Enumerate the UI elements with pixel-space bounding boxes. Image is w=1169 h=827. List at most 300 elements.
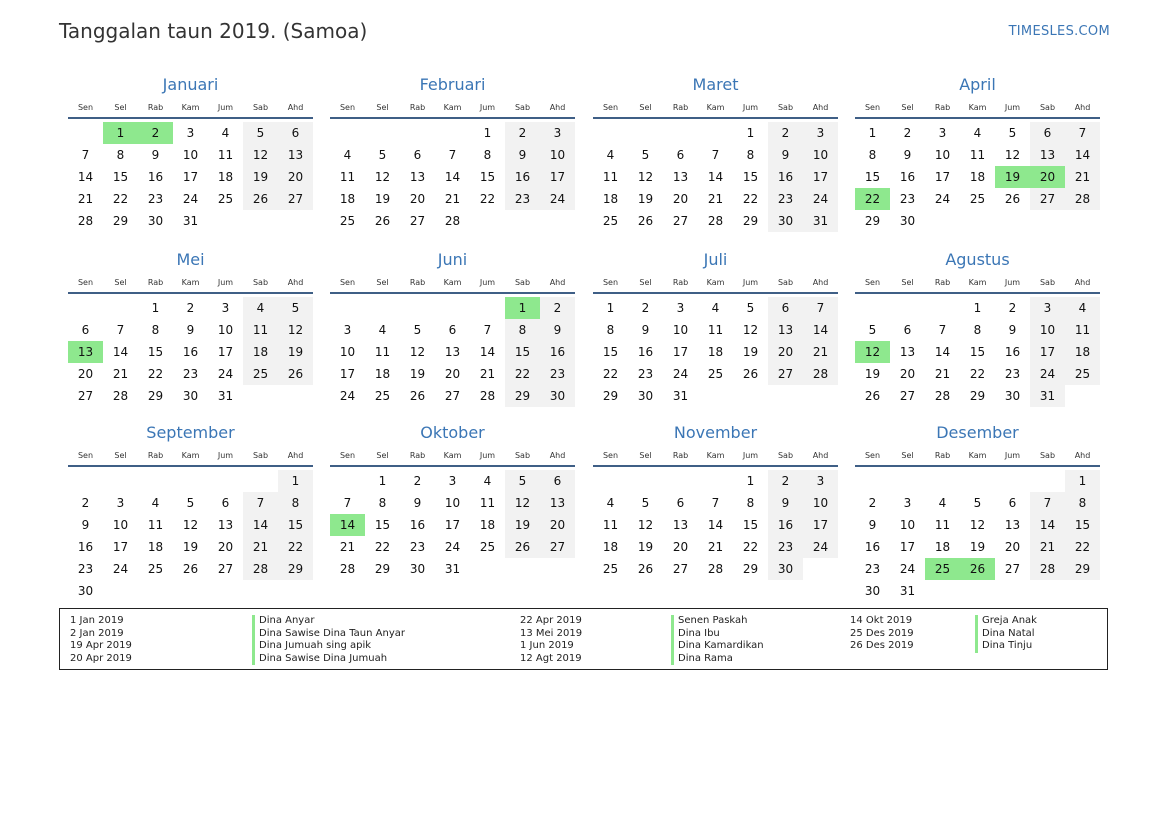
- weekday-label: Sel: [376, 451, 389, 460]
- day-cell: 1: [746, 126, 755, 140]
- month-title: Januari: [162, 75, 219, 94]
- weekday-label: Rab: [934, 451, 951, 460]
- day-cell: 24: [899, 562, 916, 576]
- month-title: Mei: [176, 250, 205, 269]
- empty-cell: [470, 297, 505, 319]
- day-cell: 9: [768, 144, 803, 166]
- day-cell: 22: [969, 367, 986, 381]
- weekday-label: Kam: [968, 278, 987, 287]
- empty-cell: [505, 210, 540, 232]
- day-cell: 16: [147, 170, 164, 184]
- week-row: [593, 385, 838, 407]
- day-cell: 31: [444, 562, 461, 576]
- day-cell: 28: [243, 558, 278, 580]
- day-cell: 24: [672, 367, 689, 381]
- weekday-label: Sel: [639, 103, 652, 112]
- day-cell: 20: [672, 540, 689, 554]
- day-cell: 23: [409, 540, 426, 554]
- empty-cell: [138, 470, 173, 492]
- week-row: [68, 144, 313, 166]
- day-cell: 9: [540, 319, 575, 341]
- week-row: [855, 319, 1100, 341]
- legend-holiday-name: Dina Sawise Dina Jumuah: [252, 653, 405, 666]
- day-cell: 18: [217, 170, 234, 184]
- weekday-label: Ahd: [549, 278, 566, 287]
- weekday-label: Jum: [479, 278, 496, 287]
- month-8: [68, 422, 313, 602]
- empty-cell: [628, 470, 663, 492]
- day-cell: 4: [606, 496, 615, 510]
- week-row: [330, 297, 575, 319]
- day-cell: 23: [768, 536, 803, 558]
- day-cell: 21: [339, 540, 356, 554]
- day-cell: 4: [938, 496, 947, 510]
- day-cell: 25: [1065, 363, 1100, 385]
- day-cell: 11: [602, 170, 619, 184]
- day-cell: 10: [803, 144, 838, 166]
- day-cell: 25: [147, 562, 164, 576]
- week-row: [593, 363, 838, 385]
- day-grid: [68, 470, 313, 602]
- day-cell: 21: [479, 367, 496, 381]
- day-cell: 1: [378, 474, 387, 488]
- day-cell: 10: [934, 148, 951, 162]
- day-cell: 3: [221, 301, 230, 315]
- week-row: [593, 492, 838, 514]
- day-cell: 5: [278, 297, 313, 319]
- weekday-label: Jum: [1004, 103, 1021, 112]
- day-cell: 8: [483, 148, 492, 162]
- day-cell: 28: [934, 389, 951, 403]
- weekday-label: Kam: [968, 451, 987, 460]
- day-cell: 20: [1004, 540, 1021, 554]
- day-cell: 6: [278, 122, 313, 144]
- day-cell: 9: [903, 148, 912, 162]
- day-cell: 26: [637, 214, 654, 228]
- holiday-day-cell: 19: [995, 166, 1030, 188]
- week-row: [593, 319, 838, 341]
- week-row: [855, 341, 1100, 363]
- day-cell: 18: [602, 192, 619, 206]
- day-cell: 18: [479, 518, 496, 532]
- weekday-label: Sab: [1039, 103, 1056, 112]
- weekday-label: Sab: [514, 103, 531, 112]
- week-row: [330, 188, 575, 210]
- day-cell: 30: [182, 389, 199, 403]
- weekday-label: Rab: [672, 278, 689, 287]
- day-cell: 26: [243, 188, 278, 210]
- day-cell: 21: [707, 540, 724, 554]
- weekday-header: [330, 99, 575, 119]
- day-cell: 26: [278, 363, 313, 385]
- day-cell: 14: [243, 514, 278, 536]
- day-cell: 8: [973, 323, 982, 337]
- day-cell: 7: [938, 323, 947, 337]
- holiday-day-cell: 20: [1030, 166, 1065, 188]
- weekday-label: Jum: [1004, 278, 1021, 287]
- empty-cell: [173, 470, 208, 492]
- month-11: [855, 422, 1100, 602]
- day-cell: 8: [151, 323, 160, 337]
- day-cell: 6: [903, 323, 912, 337]
- week-row: [855, 558, 1100, 580]
- day-cell: 8: [378, 496, 387, 510]
- day-cell: 12: [637, 518, 654, 532]
- day-grid: [330, 122, 575, 232]
- legend-holiday-name: Dina Rama: [671, 653, 764, 666]
- empty-cell: [505, 558, 540, 580]
- day-cell: 19: [243, 166, 278, 188]
- day-cell: 1: [973, 301, 982, 315]
- day-cell: 30: [540, 385, 575, 407]
- day-cell: 26: [637, 562, 654, 576]
- day-cell: 10: [217, 323, 234, 337]
- day-cell: 17: [934, 170, 951, 184]
- day-cell: 3: [1030, 297, 1065, 319]
- day-cell: 19: [505, 514, 540, 536]
- weekday-header: [68, 274, 313, 294]
- day-cell: 12: [278, 319, 313, 341]
- day-cell: 15: [479, 170, 496, 184]
- day-cell: 14: [1065, 144, 1100, 166]
- month-4: [68, 249, 313, 407]
- day-cell: 31: [672, 389, 689, 403]
- legend-holiday-name: Greja Anak: [975, 615, 1037, 628]
- day-cell: 16: [768, 514, 803, 536]
- legend-holiday-name: Dina Sawise Dina Taun Anyar: [252, 628, 405, 641]
- month-6: [593, 249, 838, 407]
- week-row: [855, 385, 1100, 407]
- legend-holiday-name: Dina Jumuah sing apik: [252, 640, 405, 653]
- day-cell: 17: [217, 345, 234, 359]
- week-row: [593, 558, 838, 580]
- empty-cell: [365, 297, 400, 319]
- empty-cell: [470, 558, 505, 580]
- day-cell: 20: [217, 540, 234, 554]
- weekday-label: Sab: [252, 451, 269, 460]
- empty-cell: [593, 122, 628, 144]
- week-row: [330, 319, 575, 341]
- day-cell: 15: [1065, 514, 1100, 536]
- day-cell: 7: [343, 496, 352, 510]
- day-cell: 12: [182, 518, 199, 532]
- week-row: [855, 144, 1100, 166]
- empty-cell: [698, 122, 733, 144]
- day-cell: 15: [505, 341, 540, 363]
- day-cell: 21: [243, 536, 278, 558]
- empty-cell: [330, 122, 365, 144]
- empty-cell: [995, 470, 1030, 492]
- week-row: [855, 536, 1100, 558]
- weekday-label: Sel: [901, 278, 914, 287]
- legend-holiday-name: Dina Tinju: [975, 640, 1037, 653]
- day-cell: 3: [803, 122, 838, 144]
- day-cell: 25: [217, 192, 234, 206]
- day-cell: 29: [602, 389, 619, 403]
- week-row: [330, 558, 575, 580]
- week-row: [330, 341, 575, 363]
- day-cell: 3: [938, 126, 947, 140]
- weekday-label: Rab: [672, 103, 689, 112]
- month-1: [330, 74, 575, 232]
- weekday-label: Rab: [934, 103, 951, 112]
- weekday-label: Kam: [181, 103, 200, 112]
- day-cell: 2: [641, 301, 650, 315]
- day-cell: 9: [151, 148, 160, 162]
- day-cell: 24: [182, 192, 199, 206]
- week-row: [593, 210, 838, 232]
- empty-cell: [540, 558, 575, 580]
- legend-date: 22 Apr 2019: [520, 615, 582, 626]
- empty-cell: [698, 470, 733, 492]
- day-cell: 7: [1030, 492, 1065, 514]
- empty-cell: [243, 385, 278, 407]
- legend-date: 26 Des 2019: [850, 640, 914, 651]
- weekday-label: Sen: [864, 451, 881, 460]
- day-cell: 11: [243, 319, 278, 341]
- month-title: Juli: [703, 250, 728, 269]
- day-cell: 10: [112, 518, 129, 532]
- weekday-label: Sen: [77, 103, 94, 112]
- day-cell: 23: [147, 192, 164, 206]
- day-cell: 4: [711, 301, 720, 315]
- day-grid: [855, 122, 1100, 232]
- month-7: [855, 249, 1100, 407]
- weekday-label: Sen: [864, 278, 881, 287]
- day-cell: 29: [742, 562, 759, 576]
- day-cell: 12: [969, 518, 986, 532]
- day-cell: 19: [637, 192, 654, 206]
- day-cell: 16: [505, 166, 540, 188]
- empty-cell: [173, 580, 208, 602]
- weekday-label: Sab: [1039, 278, 1056, 287]
- weekday-label: Ahd: [812, 278, 829, 287]
- day-cell: 22: [147, 367, 164, 381]
- day-cell: 25: [339, 214, 356, 228]
- week-row: [330, 492, 575, 514]
- week-row: [593, 297, 838, 319]
- week-row: [68, 363, 313, 385]
- day-cell: 5: [505, 470, 540, 492]
- day-cell: 11: [479, 496, 496, 510]
- day-cell: 15: [864, 170, 881, 184]
- weekday-label: Jum: [479, 451, 496, 460]
- empty-cell: [138, 580, 173, 602]
- day-cell: 10: [540, 144, 575, 166]
- page-title: Tanggalan taun 2019. (Samoa): [59, 19, 368, 43]
- day-cell: 27: [444, 389, 461, 403]
- day-cell: 14: [77, 170, 94, 184]
- day-cell: 2: [505, 122, 540, 144]
- day-cell: 30: [864, 584, 881, 598]
- empty-cell: [960, 580, 995, 602]
- day-cell: 22: [479, 192, 496, 206]
- day-cell: 15: [112, 170, 129, 184]
- day-cell: 2: [768, 122, 803, 144]
- day-cell: 25: [602, 562, 619, 576]
- day-cell: 16: [899, 170, 916, 184]
- day-cell: 26: [409, 389, 426, 403]
- day-cell: 2: [903, 126, 912, 140]
- week-row: [68, 492, 313, 514]
- week-row: [68, 341, 313, 363]
- legend-date: 14 Okt 2019: [850, 615, 913, 626]
- day-cell: 5: [746, 301, 755, 315]
- month-10: [593, 422, 838, 580]
- weekday-label: Sel: [114, 451, 127, 460]
- day-cell: 19: [182, 540, 199, 554]
- day-cell: 24: [803, 536, 838, 558]
- legend-holiday-name: Senen Paskah: [671, 615, 764, 628]
- day-cell: 18: [602, 540, 619, 554]
- empty-cell: [890, 470, 925, 492]
- empty-cell: [435, 122, 470, 144]
- day-cell: 29: [1065, 558, 1100, 580]
- day-cell: 5: [973, 496, 982, 510]
- day-cell: 9: [641, 323, 650, 337]
- weekday-label: Sel: [114, 278, 127, 287]
- day-grid: [330, 470, 575, 580]
- day-cell: 18: [707, 345, 724, 359]
- weekday-label: Sen: [864, 103, 881, 112]
- day-cell: 23: [77, 562, 94, 576]
- weekday-label: Rab: [409, 278, 426, 287]
- weekday-label: Sel: [114, 103, 127, 112]
- day-cell: 11: [147, 518, 164, 532]
- empty-cell: [855, 470, 890, 492]
- week-row: [593, 122, 838, 144]
- day-cell: 7: [116, 323, 125, 337]
- week-row: [330, 363, 575, 385]
- holiday-day-cell: 25: [925, 558, 960, 580]
- empty-cell: [1065, 210, 1100, 232]
- day-cell: 4: [378, 323, 387, 337]
- day-cell: 22: [278, 536, 313, 558]
- holiday-day-cell: 1: [505, 297, 540, 319]
- weekday-label: Sel: [901, 451, 914, 460]
- day-cell: 6: [1030, 122, 1065, 144]
- day-cell: 28: [339, 562, 356, 576]
- day-cell: 3: [186, 126, 195, 140]
- day-cell: 13: [1004, 518, 1021, 532]
- day-grid: [593, 297, 838, 407]
- day-cell: 20: [540, 514, 575, 536]
- weekday-label: Rab: [934, 278, 951, 287]
- day-cell: 20: [444, 367, 461, 381]
- day-cell: 22: [374, 540, 391, 554]
- weekday-label: Ahd: [287, 451, 304, 460]
- empty-cell: [768, 385, 803, 407]
- day-cell: 13: [217, 518, 234, 532]
- day-cell: 4: [243, 297, 278, 319]
- day-cell: 17: [182, 170, 199, 184]
- weekday-header: [855, 274, 1100, 294]
- day-cell: 13: [444, 345, 461, 359]
- weekday-label: Ahd: [549, 451, 566, 460]
- weekday-label: Ahd: [812, 451, 829, 460]
- day-cell: 29: [278, 558, 313, 580]
- day-cell: 19: [374, 192, 391, 206]
- day-cell: 30: [899, 214, 916, 228]
- day-cell: 6: [1008, 496, 1017, 510]
- day-cell: 30: [147, 214, 164, 228]
- day-cell: 27: [278, 188, 313, 210]
- day-cell: 17: [803, 514, 838, 536]
- day-cell: 11: [374, 345, 391, 359]
- empty-cell: [68, 122, 103, 144]
- weekday-label: Kam: [181, 278, 200, 287]
- month-title: Februari: [419, 75, 486, 94]
- day-cell: 6: [221, 496, 230, 510]
- day-cell: 15: [147, 345, 164, 359]
- empty-cell: [435, 297, 470, 319]
- week-row: [593, 166, 838, 188]
- day-cell: 4: [151, 496, 160, 510]
- weekday-label: Rab: [147, 103, 164, 112]
- empty-cell: [68, 297, 103, 319]
- day-cell: 29: [374, 562, 391, 576]
- week-row: [68, 297, 313, 319]
- empty-cell: [995, 210, 1030, 232]
- day-cell: 12: [374, 170, 391, 184]
- empty-cell: [208, 210, 243, 232]
- day-cell: 29: [505, 385, 540, 407]
- day-cell: 12: [1004, 148, 1021, 162]
- day-cell: 14: [707, 170, 724, 184]
- day-cell: 12: [243, 144, 278, 166]
- empty-cell: [925, 297, 960, 319]
- day-cell: 16: [182, 345, 199, 359]
- calendar-grid: [68, 74, 1102, 604]
- weekday-label: Kam: [706, 451, 725, 460]
- weekday-label: Kam: [706, 278, 725, 287]
- week-row: [68, 188, 313, 210]
- legend-dates-col1: [70, 615, 132, 665]
- day-cell: 6: [540, 470, 575, 492]
- day-cell: 12: [505, 492, 540, 514]
- day-cell: 15: [374, 518, 391, 532]
- weekday-header: [855, 447, 1100, 467]
- day-cell: 27: [672, 562, 689, 576]
- day-cell: 2: [413, 474, 422, 488]
- day-cell: 22: [742, 540, 759, 554]
- day-cell: 24: [803, 188, 838, 210]
- week-row: [855, 514, 1100, 536]
- day-cell: 17: [540, 166, 575, 188]
- site-link[interactable]: TIMESLES.COM: [1008, 24, 1110, 39]
- weekday-label: Kam: [443, 278, 462, 287]
- day-cell: 19: [278, 341, 313, 363]
- legend-dates-col3: [850, 615, 914, 653]
- week-row: [855, 580, 1100, 602]
- day-cell: 22: [112, 192, 129, 206]
- weekday-label: Jum: [742, 451, 759, 460]
- week-row: [855, 297, 1100, 319]
- weekday-label: Kam: [443, 451, 462, 460]
- day-cell: 21: [1030, 536, 1065, 558]
- legend-names-col2: [671, 615, 764, 665]
- legend-date: 1 Jun 2019: [520, 640, 574, 651]
- legend-holiday-name: Dina Ibu: [671, 628, 764, 641]
- day-grid: [330, 297, 575, 407]
- holiday-day-cell: 2: [138, 122, 173, 144]
- day-cell: 20: [672, 192, 689, 206]
- month-title: Maret: [692, 75, 739, 94]
- week-row: [855, 363, 1100, 385]
- empty-cell: [400, 297, 435, 319]
- empty-cell: [1065, 580, 1100, 602]
- weekday-label: Sen: [602, 103, 619, 112]
